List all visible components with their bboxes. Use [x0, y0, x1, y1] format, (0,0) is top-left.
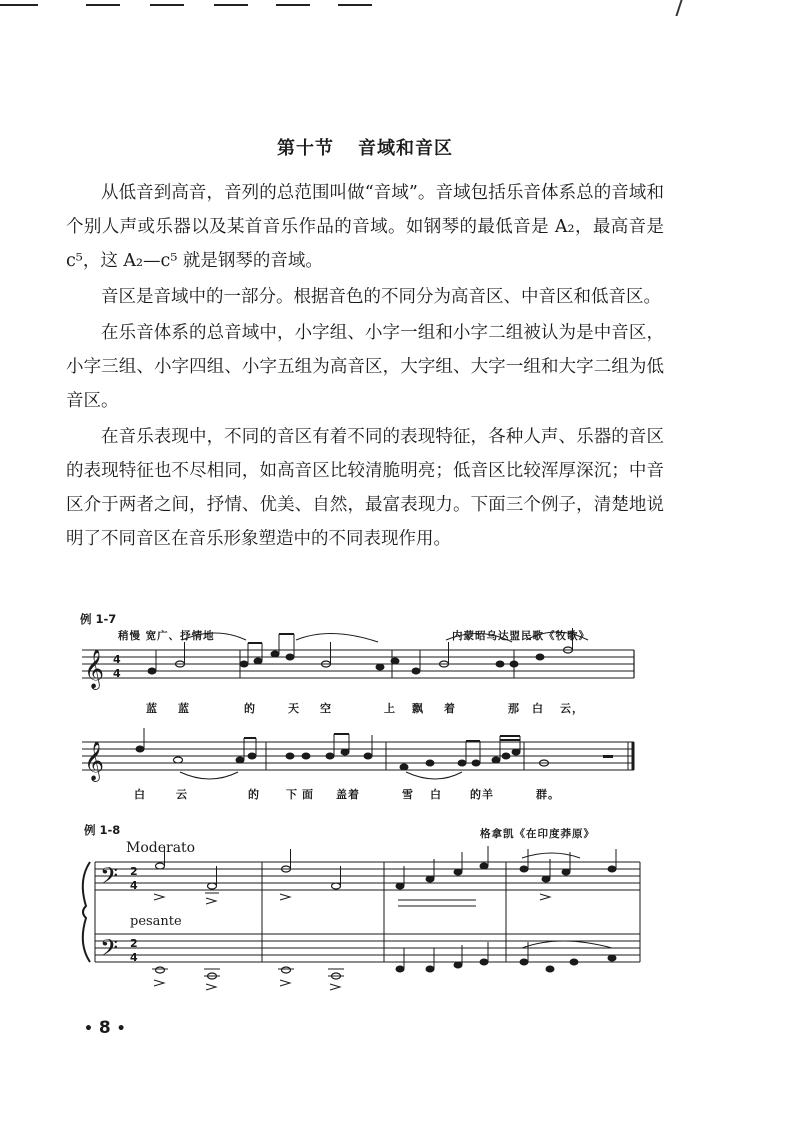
- lyric-2-3: 的: [248, 788, 260, 801]
- paragraph-3: 在乐音体系的总音域中，小字组、小字一组和小字二组被认为是中音区，小字三组、小字四组、小字五组为高音区，大字组、大字一组和大字二组为低音区。: [66, 323, 664, 411]
- lyric-2-9: 的羊: [470, 788, 494, 801]
- lyric-2-6: 盖着: [336, 788, 360, 801]
- lyric-2-7: 雪: [402, 788, 414, 801]
- lyric-2-8: 白: [430, 788, 442, 801]
- example-2-dynamic: pesante: [130, 914, 182, 929]
- paragraph-2: 音区是音域中的一部分。根据音色的不同分为高音区、中音区和低音区。: [101, 287, 661, 307]
- svg-text:4: 4: [130, 951, 138, 964]
- treble-clef-icon: 𝄞: [84, 649, 105, 689]
- example-1-source: 内蒙昭乌达盟民歌《牧歌》: [452, 630, 590, 642]
- lyric-1-9: 那: [508, 702, 520, 715]
- paragraph-4: 在音乐表现中，不同的音区有着不同的表现特征，各种人声、乐器的音区的表现特征也不尽相同，如高音区比较清脆明亮；低音区比较浑厚深沉；中音区介于两者之间，抒情、优美、自然，最富表现力。下面三个例子，清楚地说明了不同音区在音乐形象塑造中的不同表现作用。: [66, 427, 664, 549]
- lyric-1-5: 空: [320, 702, 332, 715]
- lyric-1-11: 云，: [560, 702, 584, 715]
- example-1-label: 例 1-7: [80, 612, 117, 626]
- lyric-1-3: 的: [244, 702, 256, 715]
- example-2-label: 例 1-8: [84, 823, 121, 837]
- upper-staff-lines: [95, 862, 640, 890]
- page-number-value: 8: [98, 1018, 111, 1038]
- lyric-1-6: 上: [384, 702, 396, 715]
- lyric-2-2: 云: [176, 788, 188, 801]
- bass-clef-icon-2: 𝄢: [100, 934, 119, 967]
- lyric-1-4: 天: [288, 702, 300, 715]
- bass-clef-icon: 𝄢: [100, 862, 119, 895]
- section-heading: 音域和音区: [358, 138, 453, 159]
- lyric-2-10: 群。: [536, 788, 560, 801]
- grand-staff-brace-icon: [83, 862, 90, 962]
- svg-text:2: 2: [130, 865, 138, 878]
- svg-text:4: 4: [113, 653, 121, 666]
- lyric-2-4: 下: [286, 788, 298, 801]
- lyric-1-8: 着: [444, 702, 456, 715]
- section-number: 第十节: [277, 138, 334, 159]
- svg-text:4: 4: [130, 879, 138, 892]
- lyric-1-2: 蓝: [178, 702, 190, 715]
- svg-text:2: 2: [130, 937, 138, 950]
- lyric-2-1: 白: [134, 788, 146, 801]
- lyric-1-1: 蓝: [146, 702, 158, 715]
- svg-text:4: 4: [113, 667, 121, 680]
- example-2-tempo: Moderato: [126, 840, 196, 856]
- page-number: • 8 •: [84, 1018, 126, 1038]
- example-2-source: 格拿凯《在印度莽原》: [480, 828, 595, 840]
- lyric-1-10: 白: [532, 702, 544, 715]
- example-1-tempo: 稍慢 宽广、抒情地: [118, 630, 215, 642]
- lyric-1-7: 飘: [412, 702, 424, 715]
- lyric-2-5: 面: [302, 788, 314, 801]
- paragraph-1: 从低音到高音，音列的总范围叫做“音域”。音域包括乐音体系总的音域和个别人声或乐器以及某首音乐作品的音域。如钢琴的最低音是 A₂，最高音是 c⁵，这 A₂—c⁵ 就是钢琴的音域。: [66, 183, 664, 271]
- lower-staff-lines: [95, 934, 640, 962]
- treble-clef-icon-2: 𝄞: [84, 741, 105, 781]
